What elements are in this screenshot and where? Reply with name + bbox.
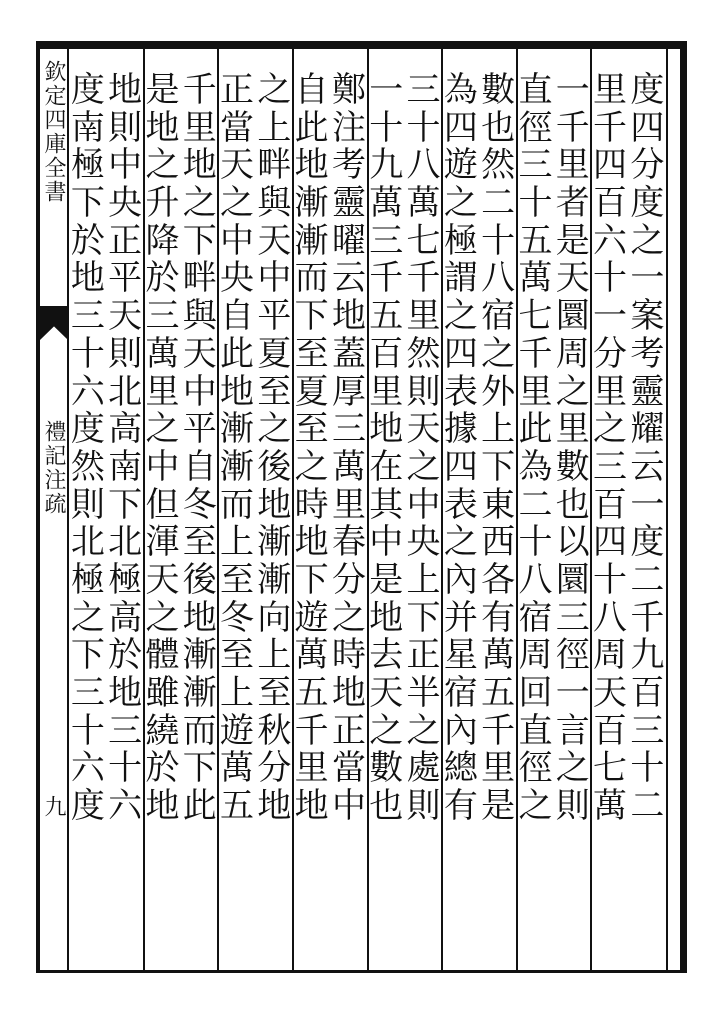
- text-column: 一 十 九 萬 三 千 五 百 里 地 在 其 中 是 地 去 天 之 數 也: [369, 70, 404, 827]
- text-column: 自 此 地 漸 漸 而 下 至 夏 至 之 時 地 下 遊 萬 五 千 里 地: [294, 70, 329, 827]
- text-column: 千 里 地 之 下 畔 與 天 中 平 自 冬 至 後 地 漸 漸 而 下 此: [182, 70, 217, 827]
- text-column: 鄭 注 考 靈 曜 云 地 蓋 厚 三 萬 里 春 分 之 時 地 正 當 中: [331, 70, 366, 827]
- text-column: 是 地 之 升 降 於 三 萬 里 之 中 但 渾 天 之 體 雖 繞 於 地: [145, 70, 180, 827]
- text-column: 地 則 中 央 正 平 天 則 北 高 南 下 北 極 高 於 地 三 十 六: [108, 70, 143, 827]
- text-column: 度 南 極 下 於 地 三 十 六 度 然 則 北 極 之 下 三 十 六 度: [70, 70, 105, 827]
- frame-top-border: [36, 41, 686, 49]
- text-column: 一 千 里 者 是 天 圜 周 之 里 數 也 以 圜 三 徑 一 言 之 則: [555, 70, 590, 827]
- text-column: 直 徑 三 十 五 萬 七 千 里 此 為 二 十 八 宿 周 回 直 徑 之: [518, 70, 553, 827]
- text-column: 里 千 四 百 六 十 一 分 里 之 三 百 四 十 八 周 天 百 七 萬: [593, 70, 628, 827]
- text-column: 正 當 天 之 中 央 自 此 地 漸 漸 而 上 至 冬 至 上 遊 萬 五: [220, 70, 255, 827]
- book-title: 欽定四庫全書: [41, 60, 66, 204]
- page-number: 九: [41, 795, 66, 819]
- text-column: 數 也 然 二 十 八 宿 之 外 上 下 東 西 各 有 萬 五 千 里 是: [481, 70, 516, 827]
- frame-right-border: [680, 41, 687, 973]
- text-column: 度 四 分 度 之 一 案 考 靈 耀 云 一 度 二 千 九 百 三 十 二: [630, 70, 665, 827]
- text-column: 三 十 八 萬 七 千 里 然 則 天 之 中 央 上 下 正 半 之 處 則: [406, 70, 441, 827]
- frame-bottom-border: [36, 970, 686, 973]
- section-title: 禮記注疏: [41, 420, 66, 516]
- text-column: 為 四 遊 之 極 謂 之 四 表 據 四 表 之 內 并 星 宿 內 總 有: [443, 70, 478, 827]
- text-column: 之 上 畔 與 天 中 平 夏 至 之 後 地 漸 漸 向 上 至 秋 分 地: [257, 70, 292, 827]
